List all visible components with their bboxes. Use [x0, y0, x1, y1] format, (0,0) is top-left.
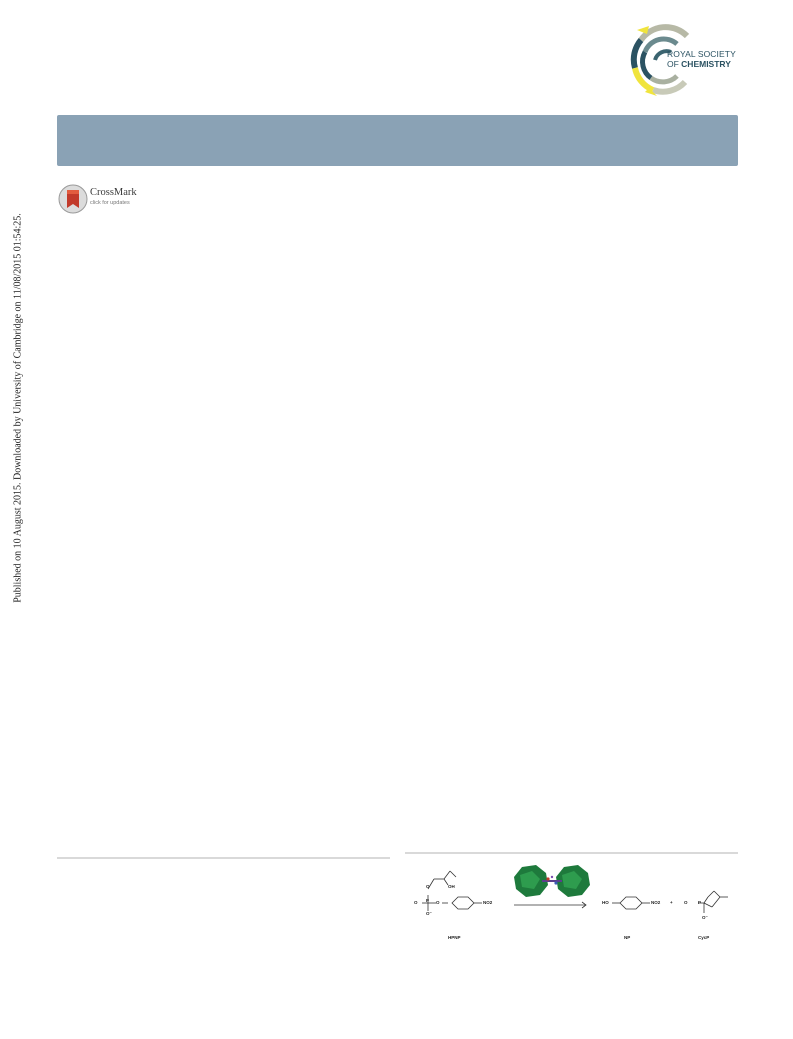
crossmark-icon: [58, 183, 88, 215]
catalyst-clusters: [514, 865, 590, 897]
footnote-rule-left: [57, 857, 390, 859]
rsc-wordmark: [667, 49, 737, 69]
rsc-line1: ROYAL SOCIETY: [667, 49, 736, 59]
label-no2-product: NO2: [651, 900, 661, 905]
header-band: [57, 115, 738, 166]
label-o-ester: O: [436, 900, 440, 905]
label-plus: +: [670, 900, 673, 905]
crossmark-title: CrossMark: [90, 187, 137, 198]
reaction-scheme: [408, 863, 736, 953]
scheme-rule-right: [405, 852, 738, 854]
label-oh: OH: [448, 884, 455, 889]
label-p-cyc: P: [698, 900, 702, 905]
rsc-line2: [667, 59, 737, 69]
crossmark-badge[interactable]: [58, 183, 158, 215]
label-cycp: CycP: [698, 935, 710, 940]
label-o-chain: O: [426, 884, 430, 889]
label-o-minus-substrate: O⁻: [426, 911, 432, 916]
rsc-logo: [627, 22, 739, 98]
crossmark-subtitle: click for updates: [90, 200, 130, 206]
label-o-left: O: [414, 900, 418, 905]
label-no2-substrate: NO2: [483, 900, 493, 905]
label-p-substrate: P: [426, 898, 430, 903]
label-np: NP: [624, 935, 631, 940]
label-hpnp: HPNP: [448, 935, 461, 940]
label-o-cyc: O: [684, 900, 688, 905]
label-ho: HO: [602, 900, 609, 905]
rsc-line2-bold: CHEMISTRY: [681, 59, 731, 69]
download-notice: Published on 10 August 2015. Downloaded by University of Cambridge on 11/08/2015 01:54:25.: [12, 213, 24, 603]
rsc-line2-prefix: OF: [667, 59, 682, 69]
label-o-minus-cyc: O⁻: [702, 915, 708, 920]
